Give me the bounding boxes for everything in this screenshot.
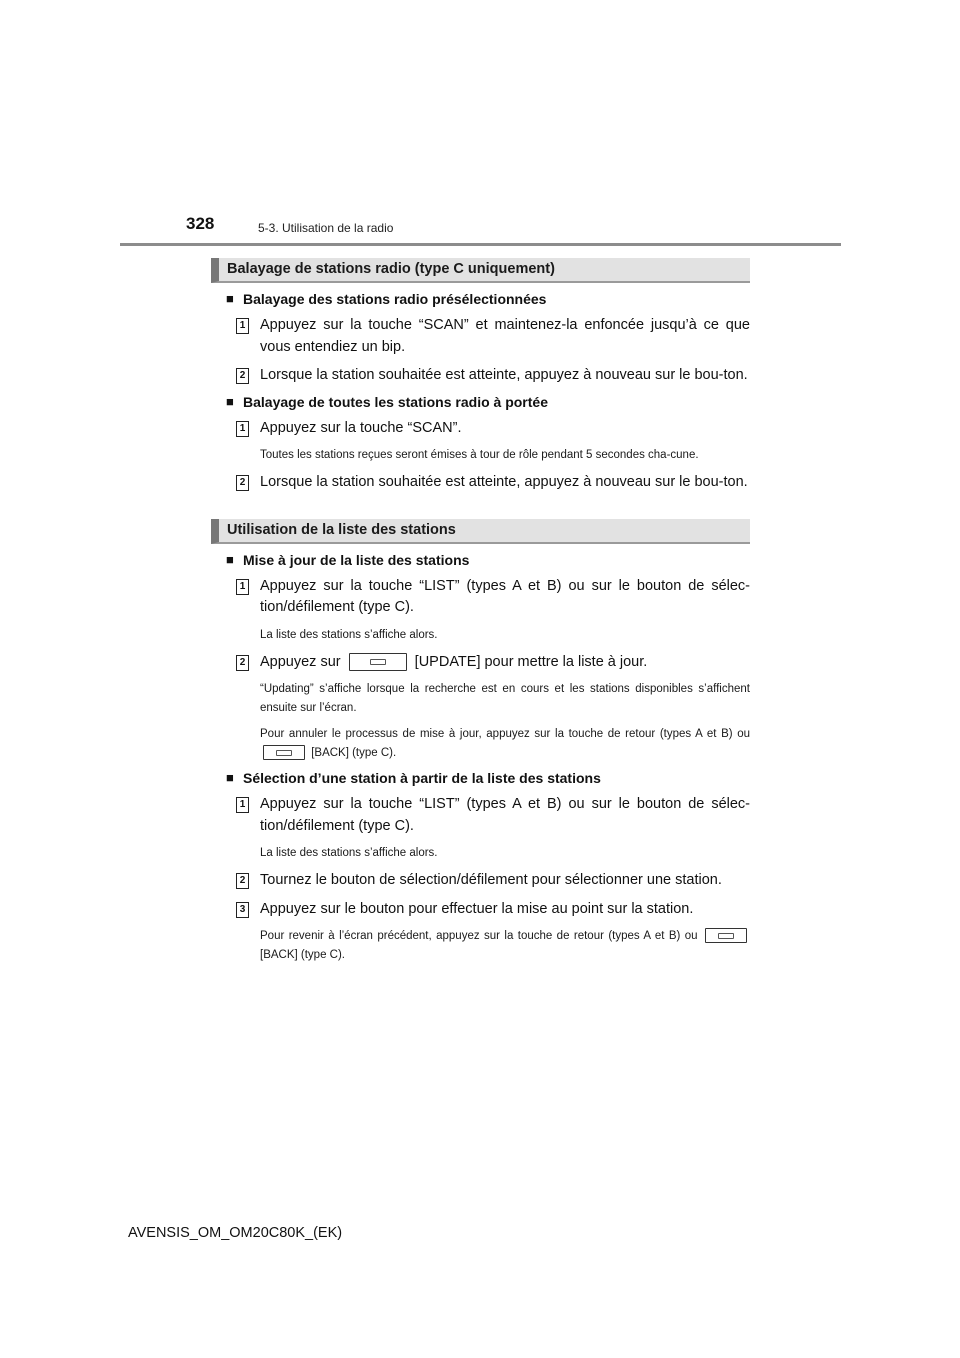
step-note: La liste des stations s’affiche alors.	[260, 847, 438, 859]
step-note: “Updating” s’affiche lorsque la recherche est en cours et les stations disponibles s’affichent ensuite sur l’écran.	[260, 683, 750, 714]
step-item	[211, 472, 750, 494]
subheading-text: Sélection d’une station à partir de la liste des stations	[243, 770, 601, 786]
breadcrumb: 5-3. Utilisation de la radio	[258, 221, 394, 235]
subheading-text: Mise à jour de la liste des stations	[243, 551, 470, 568]
subheading-update-list	[211, 552, 750, 568]
screen-button-icon	[349, 653, 407, 671]
step-number-badge: 1	[236, 579, 249, 595]
step-text: Appuyez sur la touche “LIST” (types A et B) ou sur le bouton de sélec-tion/défilement (type C).	[260, 577, 750, 615]
step-text: Appuyez sur la touche “LIST” (types A et B) ou sur le bouton de sélec-tion/défilement (type C).	[260, 796, 750, 834]
header-divider	[120, 243, 841, 246]
step-item	[211, 652, 750, 674]
step-note: Toutes les stations reçues seront émises à tour de rôle pendant 5 secondes cha-cune.	[260, 449, 699, 461]
subheading-all-scan	[211, 394, 750, 410]
square-bullet-icon: ■	[226, 551, 234, 567]
section-heading-station-list: Utilisation de la liste des stations	[211, 519, 750, 544]
step-text: Lorsque la station souhaitée est atteinte, appuyez à nouveau sur le bou-ton.	[260, 474, 748, 490]
step-text: Lorsque la station souhaitée est atteinte, appuyez à nouveau sur le bou-ton.	[260, 367, 748, 383]
step-number-badge: 2	[236, 655, 249, 671]
step-number-badge: 2	[236, 368, 249, 384]
step-item	[211, 899, 750, 921]
page-content	[211, 258, 750, 972]
step-text-before: Appuyez sur	[260, 653, 341, 670]
step-item	[211, 365, 750, 387]
square-bullet-icon: ■	[226, 770, 234, 785]
step-number-badge: 3	[236, 902, 249, 918]
step-item	[211, 418, 750, 440]
step-note	[211, 725, 750, 763]
step-text: Appuyez sur la touche “SCAN”.	[260, 419, 462, 436]
square-bullet-icon: ■	[226, 291, 234, 306]
step-number-badge: 1	[236, 318, 249, 334]
document-code: AVENSIS_OM_OM20C80K_(EK)	[128, 1225, 343, 1241]
subheading-text: Balayage de toutes les stations radio à portée	[243, 393, 548, 410]
square-bullet-icon: ■	[226, 393, 234, 409]
screen-button-icon	[263, 745, 305, 760]
step-item	[211, 576, 750, 619]
step-number-badge: 2	[236, 475, 249, 491]
subheading-select-station	[211, 770, 750, 786]
step-text: Tournez le bouton de sélection/défilement pour sélectionner une station.	[260, 872, 722, 888]
step-note	[211, 927, 750, 965]
step-item	[211, 870, 750, 892]
step-number-badge: 1	[236, 421, 249, 437]
subheading-preset-scan	[211, 291, 750, 307]
step-text: Appuyez sur la touche “SCAN” et maintenez-la enfoncée jusqu’à ce que vous entendiez un bip.	[260, 317, 750, 355]
step-number-badge: 1	[236, 797, 249, 813]
note-text-after: [BACK] (type C).	[260, 949, 345, 961]
note-text-before: Pour revenir à l’écran précédent, appuyez sur la touche de retour (types A et B) ou	[260, 930, 698, 942]
page-number: 328	[186, 214, 215, 233]
subheading-text: Balayage des stations radio présélectionnées	[243, 291, 547, 307]
note-text-after: [BACK] (type C).	[311, 747, 397, 759]
step-item	[211, 315, 750, 358]
step-note: La liste des stations s’affiche alors.	[260, 628, 438, 641]
screen-button-icon	[705, 928, 747, 943]
note-text-before: Pour annuler le processus de mise à jour, appuyez sur la touche de retour (types A et B) ou	[260, 728, 750, 740]
step-item	[211, 794, 750, 837]
step-number-badge: 2	[236, 873, 249, 889]
step-text-after: [UPDATE] pour mettre la liste à jour.	[414, 653, 648, 670]
step-text: Appuyez sur le bouton pour effectuer la mise au point sur la station.	[260, 900, 694, 917]
section-heading-scan: Balayage de stations radio (type C uniquement)	[211, 258, 750, 283]
